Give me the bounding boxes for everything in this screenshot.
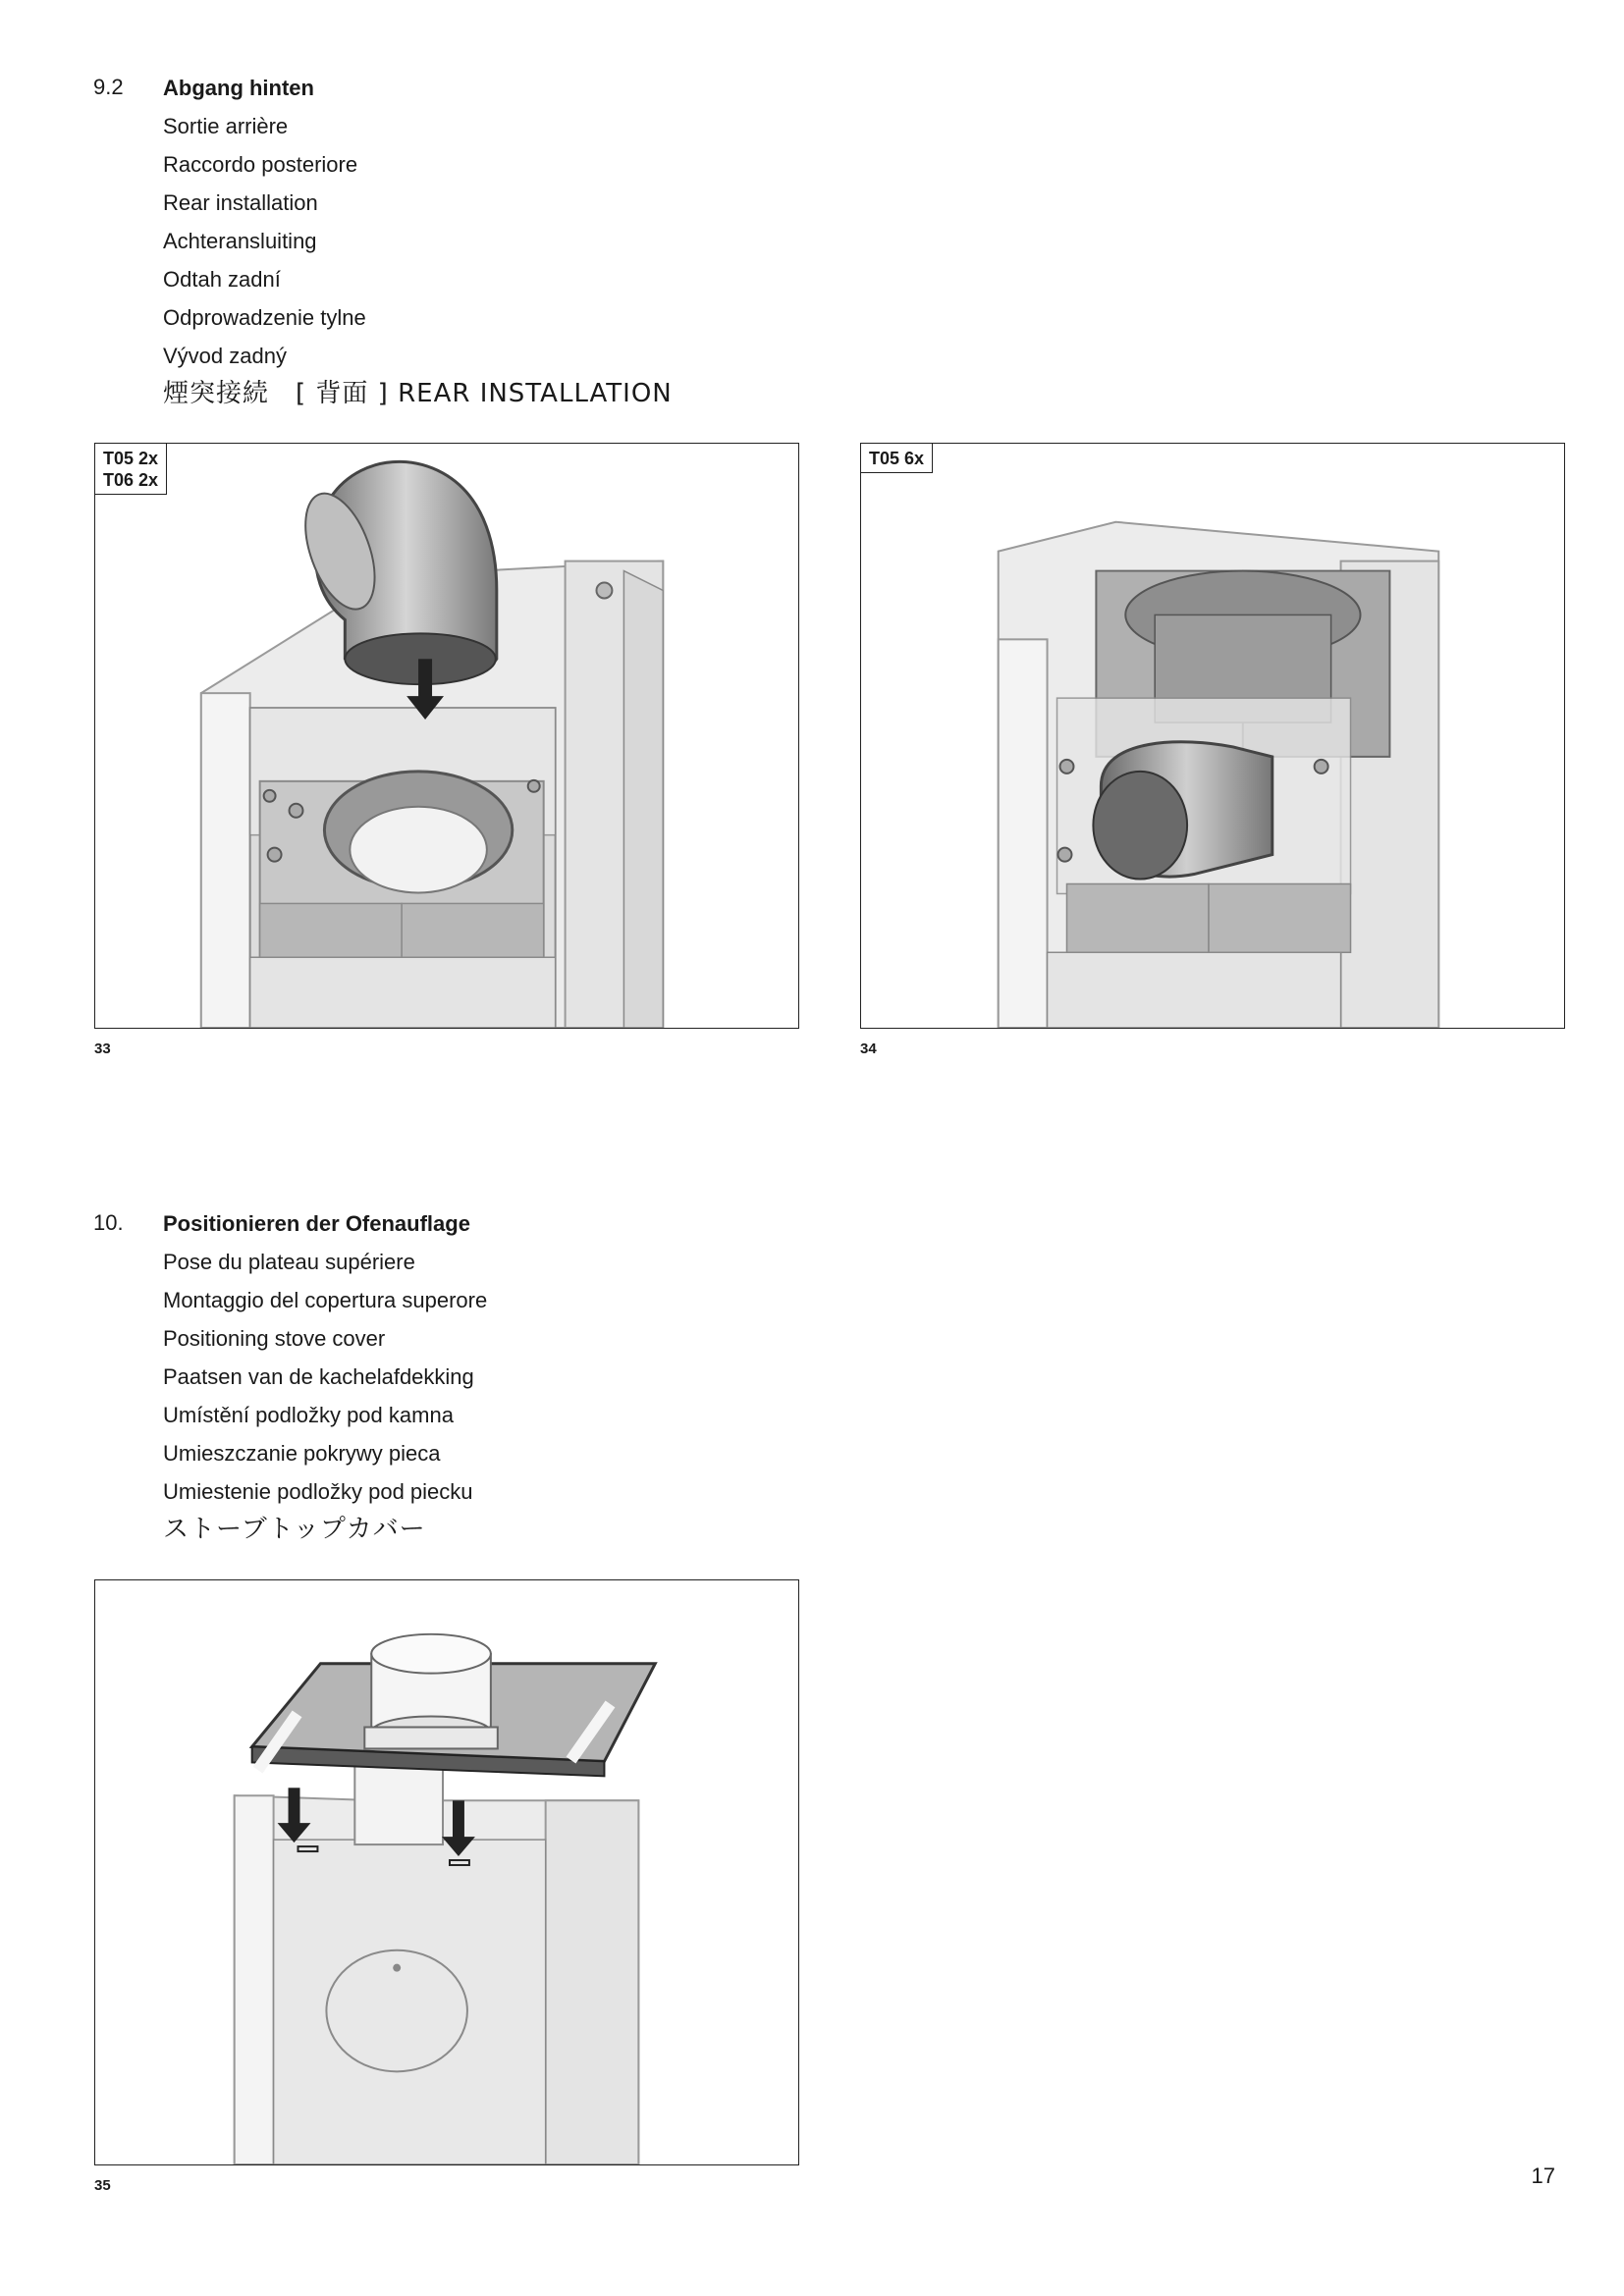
stove-rear-elbow-drawing <box>95 444 798 1028</box>
section-title: Abgang hinten <box>163 76 314 100</box>
translation-nl: Achteransluiting <box>163 229 317 253</box>
translation-fr: Sortie arrière <box>163 114 289 138</box>
translation-it: Raccordo posteriore <box>163 152 358 177</box>
figure-number: 35 <box>94 2177 111 2194</box>
parts-tag-line: T06 2x <box>103 470 159 490</box>
stove-insulation-blocks-drawing <box>861 444 1564 1028</box>
translation-pl: Odprowadzenie tylne <box>163 305 366 330</box>
stove-cover-drawing <box>95 1580 798 2164</box>
translation-fr: Pose du plateau supériere <box>163 1250 415 1274</box>
section-10-heading <box>163 1204 487 1549</box>
translation-sk: Umiestenie podložky pod piecku <box>163 1479 473 1504</box>
section-number: 10. <box>93 1210 124 1235</box>
figure-34-illustration <box>860 443 1565 1029</box>
figure-number: 34 <box>860 1041 877 1057</box>
figure-35-illustration <box>94 1579 799 2165</box>
translation-cs: Umístění podložky pod kamna <box>163 1403 454 1427</box>
translation-sk: Vývod zadný <box>163 344 287 368</box>
translation-ja: 煙突接続 [ 背面 ] REAR INSTALLATION <box>163 379 673 408</box>
figure-33-illustration <box>94 443 799 1029</box>
translation-en: Positioning stove cover <box>163 1326 386 1351</box>
parts-tag-line: T05 6x <box>869 449 925 468</box>
figure-number: 33 <box>94 1041 111 1057</box>
parts-tag <box>860 443 933 473</box>
parts-tag-line: T05 2x <box>103 449 159 468</box>
section-9-2-heading <box>163 69 673 413</box>
translation-it: Montaggio del copertura superore <box>163 1288 488 1312</box>
translation-nl: Paatsen van de kachelafdekking <box>163 1364 474 1389</box>
page-number: 17 <box>1531 2163 1555 2188</box>
translation-cs: Odtah zadní <box>163 267 281 292</box>
section-title: Positionieren der Ofenauflage <box>163 1211 470 1236</box>
translation-en: Rear installation <box>163 190 318 215</box>
translation-pl: Umieszczanie pokrywy pieca <box>163 1441 441 1466</box>
section-number: 9.2 <box>93 75 124 99</box>
translation-ja: ストーブトップカバー <box>163 1515 426 1544</box>
parts-tag <box>94 443 167 495</box>
